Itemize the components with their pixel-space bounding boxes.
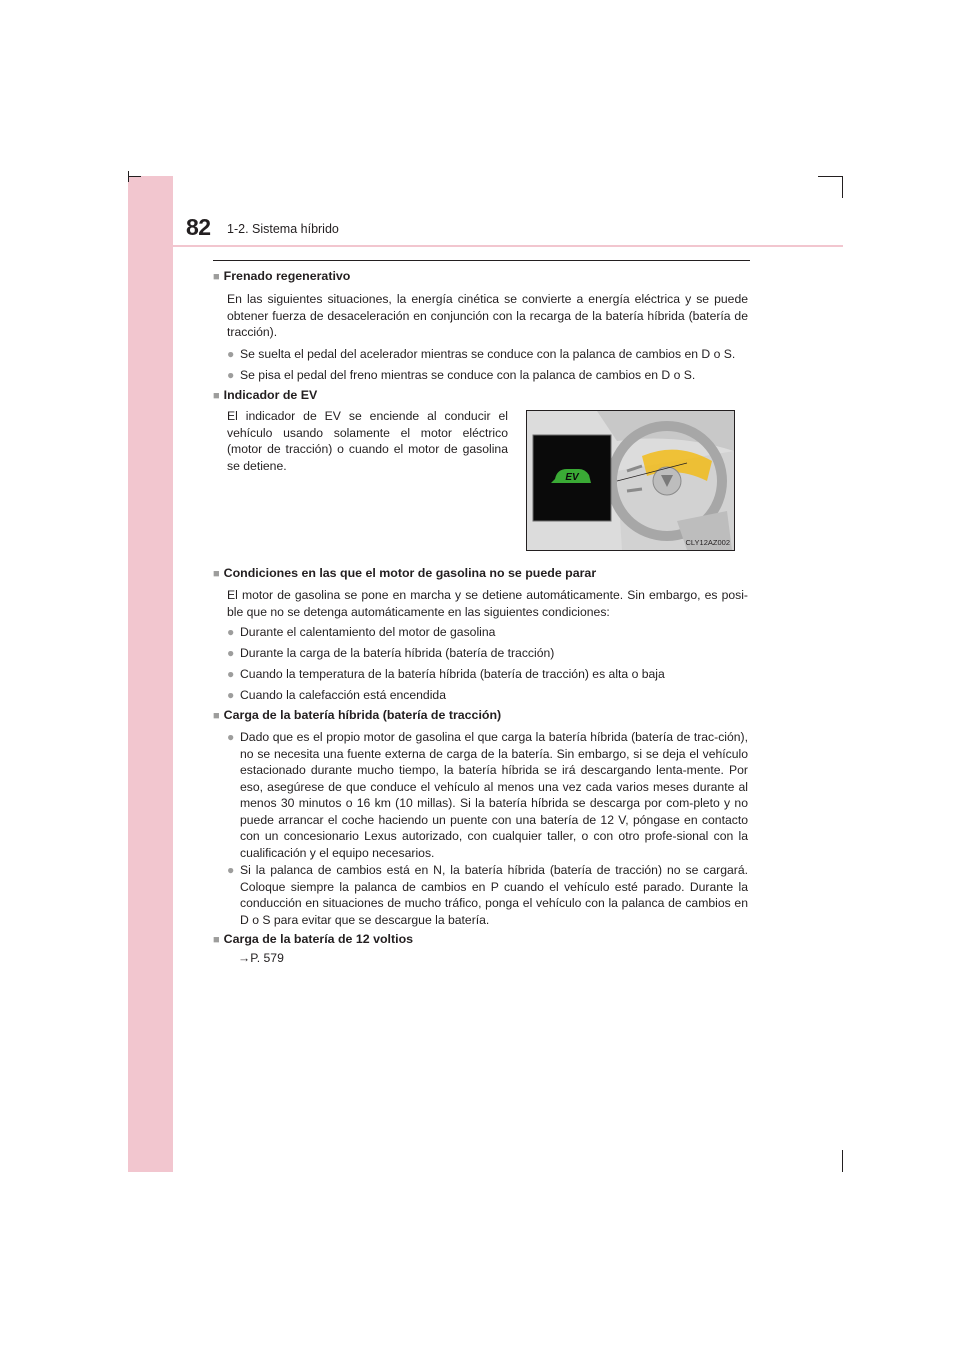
list-item: ● Se suelta el pedal del acelerador mientras se conduce con la palanca de cambios en D o S. bbox=[227, 347, 736, 361]
page-number: 82 bbox=[186, 214, 211, 240]
square-icon: ■ bbox=[213, 934, 220, 946]
heading-hybrid-battery-charging: ■ Carga de la batería híbrida (batería de tracción) bbox=[213, 708, 502, 722]
crop-mark bbox=[842, 1150, 843, 1172]
list-item: ● Cuando la temperatura de la batería híbrida (batería de tracción) es alta o baja bbox=[227, 667, 665, 681]
figure-code: CLY12AZ002 bbox=[685, 538, 730, 547]
page-reference-link[interactable]: →P. 579 bbox=[238, 951, 284, 965]
list-item: ● Se pisa el pedal del freno mientras se conduce con la palanca de cambios en D o S. bbox=[227, 368, 696, 382]
bullet-icon: ● bbox=[227, 347, 235, 361]
list-item: ● Durante el calentamiento del motor de gasolina bbox=[227, 625, 496, 639]
bullet-icon: ● bbox=[227, 730, 235, 744]
side-strip bbox=[128, 176, 173, 1172]
bullet-icon: ● bbox=[227, 688, 235, 702]
heading-ev-indicator: ■ Indicador de EV bbox=[213, 388, 318, 402]
square-icon: ■ bbox=[213, 271, 220, 283]
dashboard-illustration bbox=[527, 411, 734, 550]
list-item: ● Cuando la calefacción está encendida bbox=[227, 688, 446, 702]
crop-mark bbox=[818, 176, 843, 177]
list-item: ● Si la palanca de cambios está en N, la batería híbrida (batería de tracción) no se cargará. Coloque siempre la palanca de cambios en P cuando el vehículo esté parado. Durante la conducción en situaciones de mucho tráfico, ponga el vehículo con la palanca de cambios en D o S para evitar que se descargue la batería. bbox=[227, 863, 748, 927]
square-icon: ■ bbox=[213, 710, 220, 722]
ev-icon-label: EV bbox=[565, 472, 579, 483]
bullet-icon: ● bbox=[227, 863, 235, 877]
stop-text: El motor de gasolina se pone en marcha y se detiene automáticamente. Sin embargo, es posi-ble que no se detenga automáticamente en las siguientes condiciones: bbox=[227, 588, 748, 619]
crop-mark bbox=[128, 176, 141, 177]
list-item: ● Durante la carga de la batería híbrida (batería de tracción) bbox=[227, 646, 555, 660]
bullet-icon: ● bbox=[227, 646, 235, 660]
bullet-icon: ● bbox=[227, 625, 235, 639]
heading-engine-stop-conditions: ■ Condiciones en las que el motor de gasolina no se puede parar bbox=[213, 566, 597, 580]
section-title: 1-2. Sistema híbrido bbox=[227, 222, 339, 236]
content-rule bbox=[213, 260, 750, 261]
list-item: ● Dado que es el propio motor de gasolina el que carga la batería híbrida (batería de trac-ción), no se necesita una fuente externa de carga de la batería. Sin embargo, si se deja el vehículo estacionado durante mucho tiempo, la batería híbrida se irá descargando lenta-mente. Por eso, asegúrese de que conduce el vehículo al menos una vez cada varios meses durante al menos 30 minutos o 16 km (10 millas). Si la batería híbrida se descarga por com-pleto y no puede arrancar el coche haciendo un puente con una batería de 12 V, póngase en contacto con un concesionario Lexus autorizado, con cualquier taller, o con otro profe-sional con la cualificación y el equipo necesarios. bbox=[227, 730, 748, 860]
crop-mark bbox=[842, 176, 843, 198]
square-icon: ■ bbox=[213, 568, 220, 580]
ev-indicator-figure bbox=[526, 410, 735, 551]
ev-text: El indicador de EV se enciende al conducir el vehículo usando solamente el motor eléctrico (motor de tracción) o cuando el motor de gasolina se detiene. bbox=[227, 409, 508, 473]
heading-regenerative-braking: ■ Frenado regenerativo bbox=[213, 269, 351, 283]
heading-12v-battery-charging: ■ Carga de la batería de 12 voltios bbox=[213, 932, 414, 946]
bullet-icon: ● bbox=[227, 667, 235, 681]
header-rule bbox=[128, 245, 843, 247]
square-icon: ■ bbox=[213, 390, 220, 402]
bullet-icon: ● bbox=[227, 368, 235, 382]
regen-text: En las siguientes situaciones, la energía cinética se convierte a energía eléctrica y se puede obtener fuerza de desaceleración en conjunción con la recarga de la batería híbrida (batería de tracción). bbox=[227, 292, 748, 339]
